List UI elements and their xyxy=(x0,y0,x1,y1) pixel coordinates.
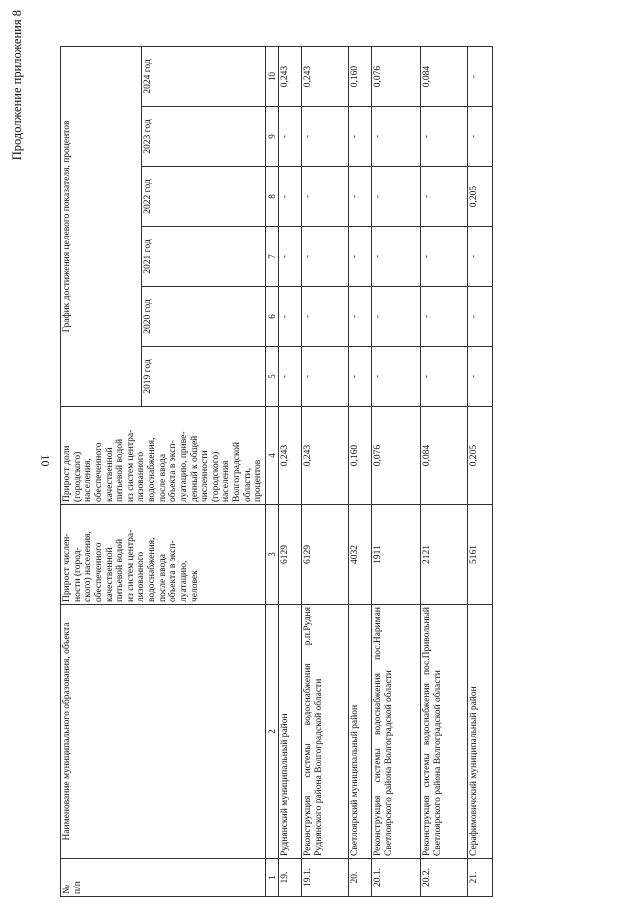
row-y2022: - xyxy=(420,167,467,227)
row-num: 19. xyxy=(278,859,301,897)
row-y2020: - xyxy=(301,287,348,347)
row-y2020: - xyxy=(467,287,492,347)
target-indicator-table xyxy=(60,46,493,897)
row-name: Светлоярский муниципальный район xyxy=(348,605,371,859)
header-year-2019: 2019 год xyxy=(141,347,265,407)
row-num: 20.2. xyxy=(420,859,467,897)
row-y2020: - xyxy=(278,287,301,347)
row-y2023: - xyxy=(420,107,467,167)
colnum: 7 xyxy=(265,227,278,287)
header-year-2021: 2021 год xyxy=(141,227,265,287)
row-y2019: - xyxy=(371,347,420,407)
colnum: 3 xyxy=(265,505,278,605)
row-y2019: - xyxy=(278,347,301,407)
row-name: Реконструкция системы водоснабжения р.п.Рудня Руднянского района Волгоградской области xyxy=(301,605,348,859)
header-schedule: График достижения целевого показателя, процентов xyxy=(61,46,142,406)
colnum: 2 xyxy=(265,605,278,859)
row-y2020: - xyxy=(420,287,467,347)
row-name: Реконструкция системы водоснабжения пос.Привольный Светлоярского района Волгоградской области xyxy=(420,605,467,859)
row-y2023: - xyxy=(301,107,348,167)
table-row xyxy=(301,46,348,896)
row-y2019: - xyxy=(348,347,371,407)
row-y2024: - xyxy=(467,46,492,106)
row-y2023: - xyxy=(278,107,301,167)
header-year-2024: 2024 год xyxy=(141,46,265,106)
table-row xyxy=(348,46,371,896)
row-y2023: - xyxy=(371,107,420,167)
row-num: 19.1. xyxy=(301,859,348,897)
row-y2024: 0,160 xyxy=(348,46,371,106)
row-people: 6129 xyxy=(301,505,348,605)
colnum: 6 xyxy=(265,287,278,347)
row-share: 0,084 xyxy=(420,407,467,505)
row-share: 0,160 xyxy=(348,407,371,505)
row-share: 0,243 xyxy=(301,407,348,505)
row-people: 1911 xyxy=(371,505,420,605)
header-growth-people: Прирост числен- ности (город- ского) населения, обеспеченного качественной питьевой водой из систем центра- лизованного водоснабжения, после ввода объекта в эксп- луатацию, человек xyxy=(61,505,266,605)
table-row xyxy=(467,46,492,896)
row-share: 0,205 xyxy=(467,407,492,505)
row-y2022: - xyxy=(301,167,348,227)
row-y2021: - xyxy=(420,227,467,287)
row-y2020: - xyxy=(348,287,371,347)
row-y2024: 0,084 xyxy=(420,46,467,106)
colnum: 5 xyxy=(265,347,278,407)
row-y2019: - xyxy=(420,347,467,407)
annex-caption: Продолжение приложения 8 xyxy=(10,10,24,161)
row-share: 0,243 xyxy=(278,407,301,505)
row-y2021: - xyxy=(348,227,371,287)
row-y2023: - xyxy=(467,107,492,167)
header-name: Наименование муниципального образования, объекта xyxy=(61,605,266,859)
table-row xyxy=(420,46,467,896)
row-name: Руднянский муниципальный район xyxy=(278,605,301,859)
table-row xyxy=(371,46,420,896)
row-people: 6129 xyxy=(278,505,301,605)
row-name: Реконструкция системы водоснабжения пос.Нариман Светлоярского района Волгоградской области xyxy=(371,605,420,859)
row-y2024: 0,076 xyxy=(371,46,420,106)
row-y2024: 0,243 xyxy=(278,46,301,106)
row-y2021: - xyxy=(371,227,420,287)
row-y2022: 0,205 xyxy=(467,167,492,227)
row-people: 2121 xyxy=(420,505,467,605)
colnum: 1 xyxy=(265,859,278,897)
row-people: 5161 xyxy=(467,505,492,605)
row-y2022: - xyxy=(371,167,420,227)
table-row xyxy=(278,46,301,896)
colnum: 10 xyxy=(265,46,278,106)
row-y2020: - xyxy=(371,287,420,347)
page-number: 10 xyxy=(38,454,53,467)
colnum: 9 xyxy=(265,107,278,167)
row-y2019: - xyxy=(467,347,492,407)
row-num: 20. xyxy=(348,859,371,897)
row-name: Серафимовичский муниципальный район xyxy=(467,605,492,859)
row-y2021: - xyxy=(301,227,348,287)
row-y2021: - xyxy=(278,227,301,287)
header-growth-share: Прирост доли (городского) населения, обеспеченного качественной питьевой водой из систем центра- лизованного водоснабжения, после ввода объекта в эксп- луатацию, приве- денный к общей численности (городского) населения Волгоградской области, процентов xyxy=(61,407,266,505)
row-y2022: - xyxy=(348,167,371,227)
row-num: 20.1. xyxy=(371,859,420,897)
header-year-2020: 2020 год xyxy=(141,287,265,347)
header-year-2023: 2023 год xyxy=(141,107,265,167)
row-y2021: - xyxy=(467,227,492,287)
row-y2022: - xyxy=(278,167,301,227)
row-y2024: 0,243 xyxy=(301,46,348,106)
colnum: 8 xyxy=(265,167,278,227)
row-people: 4032 xyxy=(348,505,371,605)
header-year-2022: 2022 год xyxy=(141,167,265,227)
row-y2019: - xyxy=(301,347,348,407)
header-num: № п/п xyxy=(61,859,266,897)
row-share: 0,076 xyxy=(371,407,420,505)
row-num: 21. xyxy=(467,859,492,897)
row-y2023: - xyxy=(348,107,371,167)
colnum: 4 xyxy=(265,407,278,505)
